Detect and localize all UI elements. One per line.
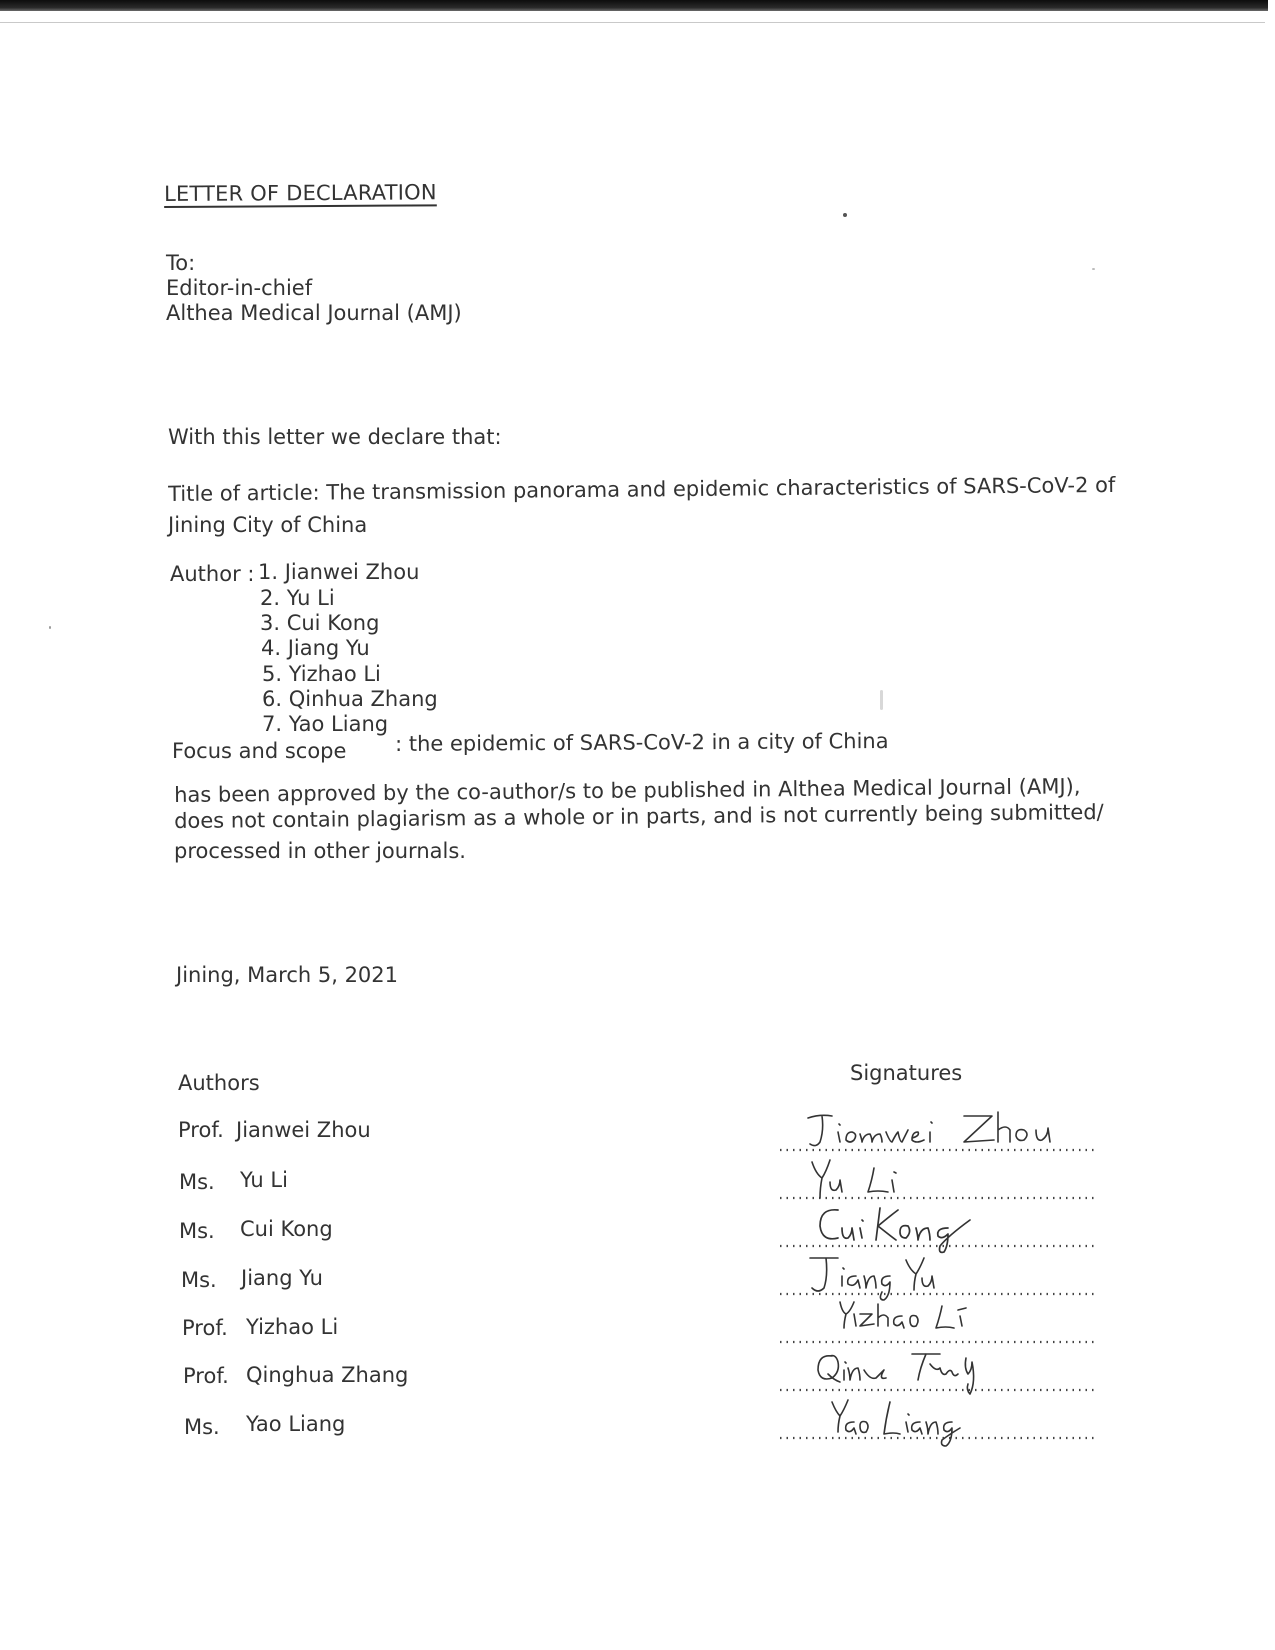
authors-header: Authors [178,1071,260,1095]
scan-edge-top [0,0,1268,11]
signatory-name: Yizhao Li [246,1315,339,1339]
scan-edge-line [0,22,1265,23]
recipient-to: To: [166,251,196,275]
scan-speck [1092,268,1095,270]
signature-image [780,1302,1100,1350]
signature-line [780,1302,1100,1350]
recipient-position: Editor-in-chief [166,276,313,300]
signatory-title: Prof. [182,1316,228,1340]
author-item: 6. Qinhua Zhang [262,687,438,711]
author-label: Author : [170,562,255,586]
author-item: 1. Jianwei Zhou [258,560,420,584]
author-item: 2. Yu Li [260,586,335,610]
scan-speck [49,626,51,629]
approval-line-1: has been approved by the co-author/s to be published in Althea Medical Journal (AMJ), [174,774,1081,807]
letter-heading: LETTER OF DECLARATION [164,180,437,206]
signatory-name: Yao Liang [246,1412,346,1436]
signature-line [780,1206,1100,1254]
scan-speck [843,213,847,217]
signature-image [780,1206,1100,1254]
signatory-name: Jianwei Zhou [236,1118,371,1142]
signature-line [780,1254,1100,1302]
signature-image [780,1254,1100,1302]
signatory-title: Ms. [179,1219,215,1243]
article-title-line-1: Title of article: The transmission panorama and epidemic characteristics of SARS-CoV-2 of [168,472,1116,506]
signature-image [780,1398,1100,1446]
signature-image [780,1110,1100,1158]
focus-value: : the epidemic of SARS-CoV-2 in a city of China [395,728,889,756]
scan-speck [880,690,883,710]
author-item: 7. Yao Liang [262,712,389,736]
signatory-title: Ms. [181,1268,217,1292]
signature-line [780,1158,1100,1206]
recipient-journal: Althea Medical Journal (AMJ) [166,301,462,325]
signatory-title: Ms. [184,1415,220,1439]
approval-line-2: does not contain plagiarism as a whole or in parts, and is not currently being submitted/ [174,800,1104,833]
place-date: Jining, March 5, 2021 [176,963,399,987]
declaration-intro: With this letter we declare that: [168,425,502,449]
signature-column [780,1110,1110,1510]
focus-label: Focus and scope [172,739,347,763]
signatory-title: Ms. [179,1170,215,1194]
signatory-name: Yu Li [240,1168,288,1192]
signatures-header: Signatures [850,1061,963,1085]
signatory-name: Cui Kong [240,1217,333,1241]
signatory-name: Jiang Yu [241,1266,323,1290]
author-item: 3. Cui Kong [260,611,380,635]
signatory-title: Prof. [183,1364,229,1388]
article-title-line-2: Jining City of China [168,513,368,537]
signatory-name: Qinghua Zhang [246,1363,409,1387]
signature-line [780,1110,1100,1158]
signature-image [780,1158,1100,1206]
approval-line-3: processed in other journals. [174,839,466,863]
author-item: 5. Yizhao Li [262,662,381,686]
signature-image [780,1350,1100,1398]
signature-line [780,1398,1100,1446]
signatory-title: Prof. [178,1118,224,1142]
author-item: 4. Jiang Yu [261,636,370,660]
signature-line [780,1350,1100,1398]
